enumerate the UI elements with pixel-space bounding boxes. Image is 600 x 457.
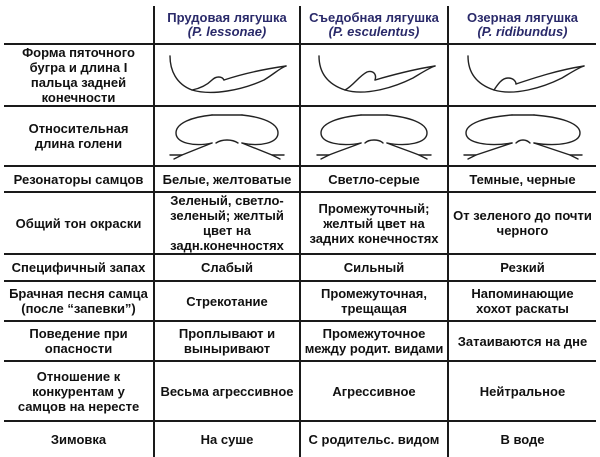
- table-cell: В воде: [448, 421, 596, 457]
- row-label: Отношение к конкурентам у самцов на нересте: [4, 361, 154, 421]
- row-label: Брачная песня самца (после “запевки”): [4, 281, 154, 321]
- table-row: [4, 44, 596, 106]
- row-label: Поведение при опасности: [4, 321, 154, 361]
- row-label: Зимовка: [4, 421, 154, 457]
- species-latin: (P. ridibundus): [477, 23, 568, 39]
- table-cell: Темные, черные: [448, 166, 596, 192]
- row-label: Специфичный запах: [4, 254, 154, 281]
- shin-length-ridibundus-drawing: [458, 109, 588, 163]
- species-name: Прудовая лягушка: [167, 9, 287, 25]
- drawing-cell: [448, 106, 596, 166]
- table-cell: Затаиваются на дне: [448, 321, 596, 361]
- drawing-cell: [300, 106, 448, 166]
- table-row: [4, 421, 596, 457]
- species-latin: (P. esculentus): [328, 23, 420, 39]
- column-header-ridibundus: [448, 6, 596, 44]
- table-cell: Весьма агрессивное: [154, 361, 300, 421]
- heel-tubercle-esculentus-drawing: [309, 50, 439, 100]
- table-row: [4, 192, 596, 254]
- heel-tubercle-ridibundus-drawing: [458, 50, 588, 100]
- row-label: Резонаторы самцов: [4, 166, 154, 192]
- table-cell: Стрекотание: [154, 281, 300, 321]
- table-row: [4, 361, 596, 421]
- row-label: Форма пяточного бугра и длина I пальца задней конечности: [4, 44, 154, 106]
- table-row: [4, 166, 596, 192]
- heel-tubercle-lessonae-drawing: [162, 50, 292, 100]
- table-row: [4, 254, 596, 281]
- table-cell: Светло-серые: [300, 166, 448, 192]
- table-cell: На суше: [154, 421, 300, 457]
- table-cell: От зеленого до почти черного: [448, 192, 596, 254]
- table-row: [4, 106, 596, 166]
- shin-length-esculentus-drawing: [309, 109, 439, 163]
- table-cell: Напоминающие хохот раскаты: [448, 281, 596, 321]
- column-header-esculentus: [300, 6, 448, 44]
- table-row: [4, 321, 596, 361]
- table-cell: Проплывают и выныривают: [154, 321, 300, 361]
- species-name: Озерная лягушка: [467, 9, 578, 25]
- table-cell: Резкий: [448, 254, 596, 281]
- table-row: [4, 281, 596, 321]
- drawing-cell: [300, 44, 448, 106]
- table-cell: Зеленый, светло-зеленый; желтый цвет на задн.конечностях: [154, 192, 300, 254]
- shin-length-lessonae-drawing: [162, 109, 292, 163]
- header-row: [4, 6, 596, 44]
- table-cell: Промежуточное между родит. видами: [300, 321, 448, 361]
- species-latin: (P. lessonae): [187, 23, 267, 39]
- species-name: Съедобная лягушка: [309, 9, 439, 25]
- comparison-table: [4, 6, 596, 457]
- table-cell: С родительс. видом: [300, 421, 448, 457]
- table-cell: Промежуточная, трещащая: [300, 281, 448, 321]
- header-corner: [4, 6, 154, 44]
- table-cell: Сильный: [300, 254, 448, 281]
- table-cell: Белые, желтоватые: [154, 166, 300, 192]
- table-cell: Агрессивное: [300, 361, 448, 421]
- column-header-lessonae: [154, 6, 300, 44]
- table-cell: Нейтральное: [448, 361, 596, 421]
- table-cell: Промежуточный; желтый цвет на задних конечностях: [300, 192, 448, 254]
- row-label: Общий тон окраски: [4, 192, 154, 254]
- drawing-cell: [154, 44, 300, 106]
- row-label: Относительная длина голени: [4, 106, 154, 166]
- table-cell: Слабый: [154, 254, 300, 281]
- drawing-cell: [448, 44, 596, 106]
- drawing-cell: [154, 106, 300, 166]
